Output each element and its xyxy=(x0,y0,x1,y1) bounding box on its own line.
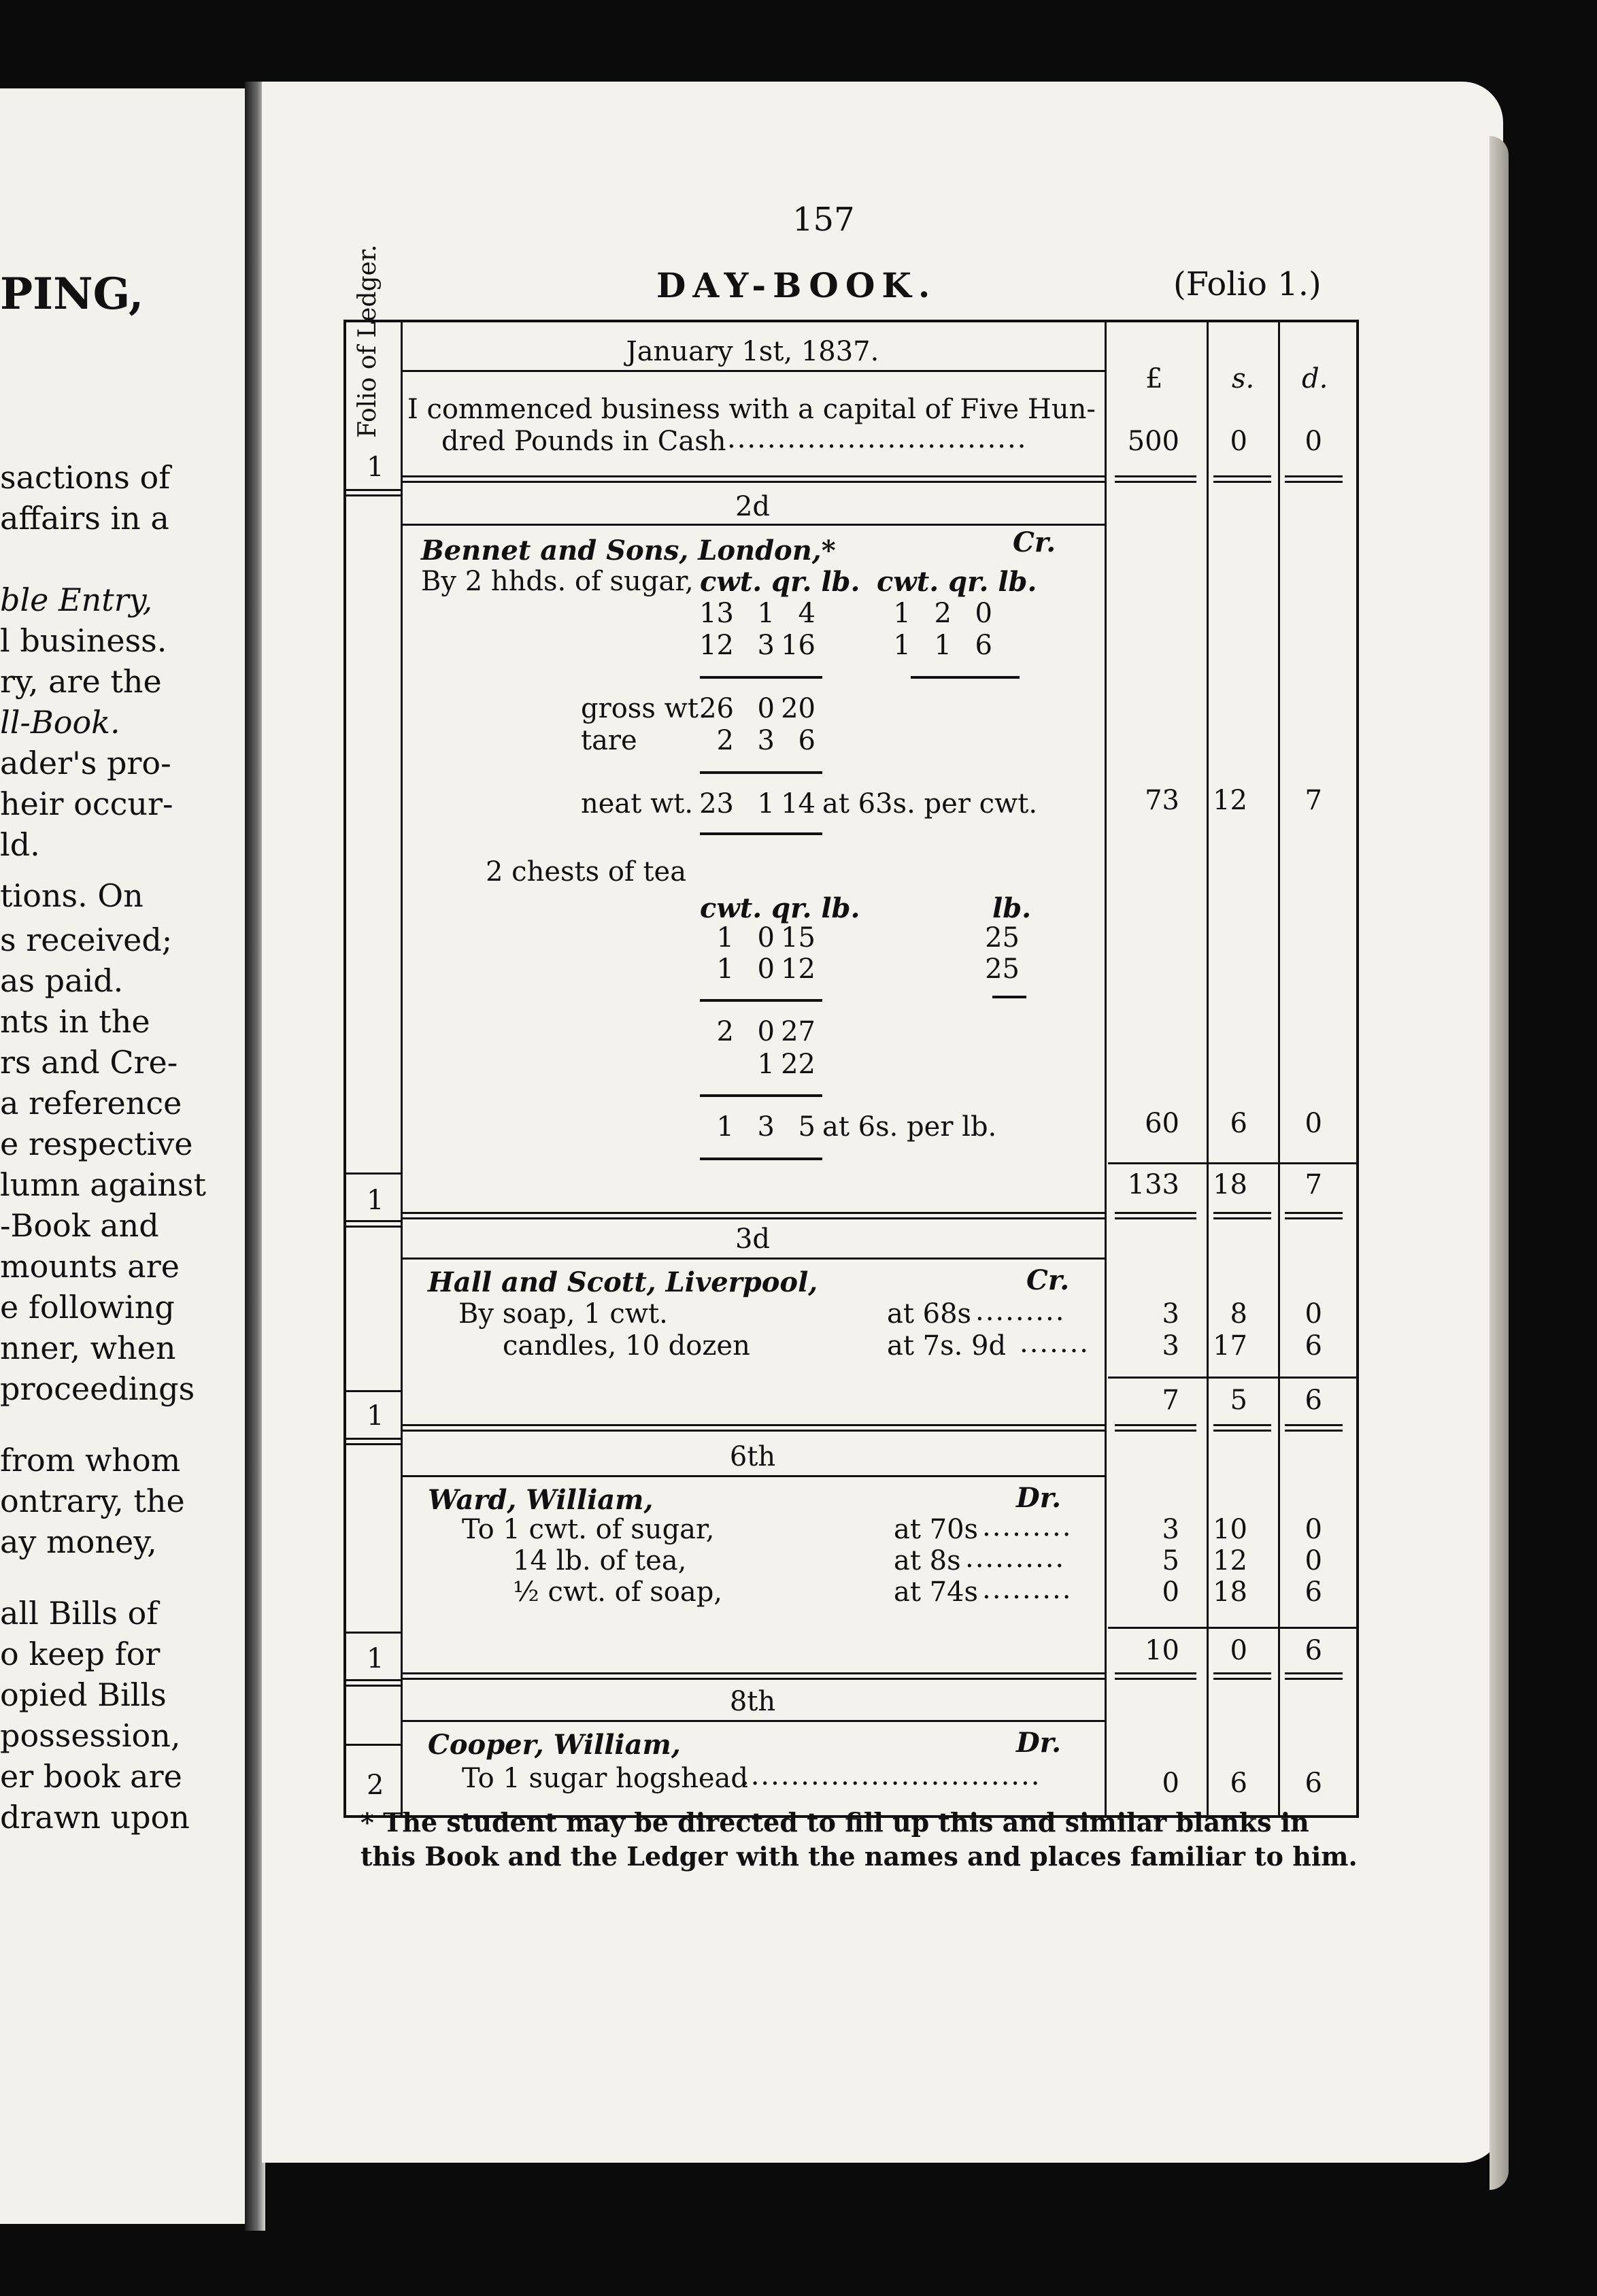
left-page-line: mounts are xyxy=(0,1248,180,1285)
entry3-item2-desc: candles, 10 dozen xyxy=(503,1330,750,1362)
tea-tare-qr: 1 xyxy=(757,1049,775,1080)
left-page-line: opied Bills xyxy=(0,1676,167,1713)
entry2-side: Cr. xyxy=(1013,526,1056,558)
entry3-total-shillings: 5 xyxy=(1230,1385,1247,1416)
entry5-side: Dr. xyxy=(1016,1727,1062,1759)
hhd1-tare-qr: 2 xyxy=(934,598,952,629)
entry2-folio: 1 xyxy=(367,1185,384,1216)
entry3-item1-desc: By soap, 1 cwt. xyxy=(458,1298,668,1330)
entry3-folio: 1 xyxy=(367,1400,384,1432)
hhd1-qr: 1 xyxy=(757,598,775,629)
shillings-column-rule xyxy=(1207,322,1209,1815)
left-page-line: PING, xyxy=(0,269,144,320)
entry5-pence: 6 xyxy=(1305,1768,1322,1799)
gross-lb: 20 xyxy=(781,693,816,724)
hhd1-cwt: 13 xyxy=(699,598,734,629)
entry2-name: Bennet and Sons, London,* xyxy=(421,535,836,567)
entry4-item3-pence: 6 xyxy=(1305,1576,1322,1608)
pounds-column-rule xyxy=(1105,320,1107,1818)
left-page-line: all Bills of xyxy=(0,1595,158,1632)
tea-tare-header: lb. xyxy=(992,892,1032,924)
left-page-line: er book are xyxy=(0,1758,182,1795)
entry4-item1-rate: at 70s xyxy=(894,1514,979,1545)
entry4-item3-leader: ......... xyxy=(982,1574,1073,1605)
entry2-line1: By 2 hhds. of sugar, xyxy=(421,566,694,597)
entry1-shillings: 0 xyxy=(1230,426,1247,457)
left-page-line: ld. xyxy=(0,826,40,863)
entry5-pounds: 0 xyxy=(1162,1768,1179,1799)
gross-cwt: 26 xyxy=(699,693,734,724)
tea1-cwt: 1 xyxy=(716,922,734,953)
pounds-header: £ xyxy=(1145,363,1163,394)
tare-qr: 3 xyxy=(757,725,775,756)
shillings-header: s. xyxy=(1232,363,1255,394)
pence-header: d. xyxy=(1302,363,1328,394)
tare-lb: 6 xyxy=(798,725,816,756)
folio-of-ledger-header: Folio of Ledger. xyxy=(354,244,382,438)
left-page-line: nts in the xyxy=(0,1003,150,1040)
left-page-line: ay money, xyxy=(0,1523,157,1560)
tea1-qr: 0 xyxy=(757,922,775,953)
entry3-item1-shillings: 8 xyxy=(1230,1298,1247,1330)
left-page-line: drawn upon xyxy=(0,1799,190,1836)
tea-rate: at 6s. per lb. xyxy=(822,1111,997,1143)
neat-label: neat wt. xyxy=(581,788,694,820)
entry4-item2-pounds: 5 xyxy=(1162,1545,1179,1576)
entry2-total-pence: 7 xyxy=(1305,1169,1322,1200)
left-page-line: ll-Book. xyxy=(0,704,120,741)
entry4-side: Dr. xyxy=(1016,1482,1062,1514)
hhd2-tare-lb: 6 xyxy=(975,630,992,661)
tare-cwt: 2 xyxy=(716,725,734,756)
entry5-name: Cooper, William, xyxy=(428,1729,681,1761)
entry2-wt-header: cwt. qr. lb. xyxy=(700,566,860,598)
entry5-folio: 2 xyxy=(367,1770,384,1801)
tea2-cwt: 1 xyxy=(716,953,734,985)
entry1-line2: dred Pounds in Cash xyxy=(441,426,726,457)
entry4-total-shillings: 0 xyxy=(1230,1635,1247,1666)
left-page-line: lumn against xyxy=(0,1166,206,1203)
entry5-leader: .............................. xyxy=(741,1760,1041,1791)
tea2-qr: 0 xyxy=(757,953,775,985)
left-page-line: from whom xyxy=(0,1442,181,1479)
entry4-item1-pounds: 3 xyxy=(1162,1514,1179,1545)
neat-pounds: 73 xyxy=(1145,785,1179,816)
entry4-total-pounds: 10 xyxy=(1145,1635,1179,1666)
tea-tare-lb: 22 xyxy=(781,1049,816,1080)
entry3-item2-shillings: 17 xyxy=(1213,1330,1247,1362)
left-page-line: sactions of xyxy=(0,459,171,496)
entry3-side: Cr. xyxy=(1026,1264,1070,1296)
tea-label: 2 chests of tea xyxy=(486,856,687,888)
tea2-lb: 12 xyxy=(781,953,816,985)
page-edge xyxy=(1490,136,1509,2190)
hhd2-cwt: 12 xyxy=(699,630,734,661)
entry4-folio: 1 xyxy=(367,1643,384,1674)
tea-neat-cwt: 1 xyxy=(716,1111,734,1143)
tare-label: tare xyxy=(581,725,637,756)
hhd1-tare-cwt: 1 xyxy=(893,598,911,629)
neat-pence: 7 xyxy=(1305,785,1322,816)
left-page-line: a reference xyxy=(0,1085,182,1121)
neat-qr: 1 xyxy=(757,788,775,820)
entry1-date: January 1st, 1837. xyxy=(626,336,879,367)
entry4-item1-desc: To 1 cwt. of sugar, xyxy=(462,1514,715,1545)
tea1-lb: 15 xyxy=(781,922,816,953)
tea-shillings: 6 xyxy=(1230,1108,1247,1139)
entry4-item2-shillings: 12 xyxy=(1213,1545,1247,1576)
left-page-line: s received; xyxy=(0,922,173,958)
left-page-line: tions. On xyxy=(0,877,144,914)
entry3-name: Hall and Scott, Liverpool, xyxy=(428,1266,818,1298)
entry5-shillings: 6 xyxy=(1230,1768,1247,1799)
page-number: 157 xyxy=(792,201,855,239)
tea-neat-lb: 5 xyxy=(798,1111,816,1143)
entry4-item2-desc: 14 lb. of tea, xyxy=(513,1545,687,1576)
gross-qr: 0 xyxy=(757,693,775,724)
left-page-line: as paid. xyxy=(0,962,124,999)
entry1-pence: 0 xyxy=(1305,426,1322,457)
folio-column-rule xyxy=(401,322,403,1815)
entry2-tare-header: cwt. qr. lb. xyxy=(877,566,1037,598)
entry1-line1: I commenced business with a capital of Five Hun- xyxy=(407,394,1096,425)
entry4-item1-pence: 0 xyxy=(1305,1514,1322,1545)
entry2-date: 2d xyxy=(735,491,771,522)
hhd1-lb: 4 xyxy=(798,598,816,629)
entry3-item2-rate: at 7s. 9d xyxy=(887,1330,1007,1362)
entry4-item3-pounds: 0 xyxy=(1162,1576,1179,1608)
left-page-line: ader's pro- xyxy=(0,745,171,781)
left-page-line: affairs in a xyxy=(0,500,169,537)
left-page-line: possession, xyxy=(0,1717,181,1754)
hhd2-tare-qr: 1 xyxy=(934,630,952,661)
left-page-line: nner, when xyxy=(0,1330,176,1366)
entry4-item2-leader: .......... xyxy=(965,1542,1066,1574)
left-page-line: proceedings xyxy=(0,1370,195,1407)
entry1-folio: 1 xyxy=(367,452,384,483)
entry4-total-pence: 6 xyxy=(1305,1635,1322,1666)
hhd2-tare-cwt: 1 xyxy=(893,630,911,661)
left-page-line: ry, are the xyxy=(0,663,162,700)
entry3-item2-leader: ....... xyxy=(1020,1328,1090,1359)
entry3-item1-pounds: 3 xyxy=(1162,1298,1179,1330)
entry1-pounds: 500 xyxy=(1127,426,1179,457)
entry4-item3-shillings: 18 xyxy=(1213,1576,1247,1608)
left-page-line: o keep for xyxy=(0,1636,161,1672)
neat-lb: 14 xyxy=(781,788,816,820)
entry1-leader: .............................. xyxy=(727,423,1028,454)
left-page-line: ble Entry, xyxy=(0,581,153,618)
entry2-total-pounds: 133 xyxy=(1127,1169,1179,1200)
tea2-tare: 25 xyxy=(985,953,1020,985)
entry3-item1-leader: ......... xyxy=(975,1296,1066,1327)
entry4-item2-rate: at 8s xyxy=(894,1545,961,1576)
entry5-desc: To 1 sugar hogshead xyxy=(462,1763,748,1794)
entry3-item2-pence: 6 xyxy=(1305,1330,1322,1362)
entry3-total-pence: 6 xyxy=(1305,1385,1322,1416)
entry3-date: 3d xyxy=(735,1223,771,1255)
neat-cwt: 23 xyxy=(699,788,734,820)
gross-label: gross wt. xyxy=(581,693,707,724)
left-page xyxy=(0,88,249,2224)
entry4-item3-desc: ½ cwt. of soap, xyxy=(513,1576,723,1608)
hhd2-lb: 16 xyxy=(781,630,816,661)
entry3-total-pounds: 7 xyxy=(1162,1385,1179,1416)
neat-shillings: 12 xyxy=(1213,785,1247,816)
left-page-line: -Book and xyxy=(0,1207,159,1244)
left-page-line: ontrary, the xyxy=(0,1483,185,1519)
hhd1-tare-lb: 0 xyxy=(975,598,992,629)
left-page-line: e following xyxy=(0,1289,175,1326)
left-page-line: rs and Cre- xyxy=(0,1044,178,1081)
entry4-item1-leader: ......... xyxy=(982,1511,1073,1542)
folio-label: (Folio 1.) xyxy=(1173,265,1322,303)
tea-pounds: 60 xyxy=(1145,1108,1179,1139)
tea1-tare: 25 xyxy=(985,922,1020,953)
tea-gross-lb: 27 xyxy=(781,1016,816,1047)
tea-neat-qr: 3 xyxy=(757,1111,775,1143)
neat-rate: at 63s. per cwt. xyxy=(822,788,1038,820)
tea-gross-qr: 0 xyxy=(757,1016,775,1047)
left-page-line: l business. xyxy=(0,622,167,659)
entry5-date: 8th xyxy=(729,1686,776,1717)
hhd2-qr: 3 xyxy=(757,630,775,661)
entry4-date: 6th xyxy=(729,1441,776,1472)
tea-gross-cwt: 2 xyxy=(716,1016,734,1047)
entry4-item2-pence: 0 xyxy=(1305,1545,1322,1576)
entry3-item1-pence: 0 xyxy=(1305,1298,1322,1330)
entry3-item1-rate: at 68s xyxy=(887,1298,972,1330)
entry4-name: Ward, William, xyxy=(428,1484,654,1516)
tea-wt-header: cwt. qr. lb. xyxy=(700,892,860,924)
entry4-item1-shillings: 10 xyxy=(1213,1514,1247,1545)
left-page-line: heir occur- xyxy=(0,786,173,822)
left-page-line: e respective xyxy=(0,1126,193,1162)
entry4-item3-rate: at 74s xyxy=(894,1576,979,1608)
tea-pence: 0 xyxy=(1305,1108,1322,1139)
entry2-total-shillings: 18 xyxy=(1213,1169,1247,1200)
footnote: * The student may be directed to fill up this and similar blanks in this Book and the Ledger with the names and places familiar to him. xyxy=(360,1807,1358,1872)
page-title: DAY-BOOK. xyxy=(656,265,937,305)
pence-column-rule xyxy=(1278,322,1280,1815)
entry3-item2-pounds: 3 xyxy=(1162,1330,1179,1362)
